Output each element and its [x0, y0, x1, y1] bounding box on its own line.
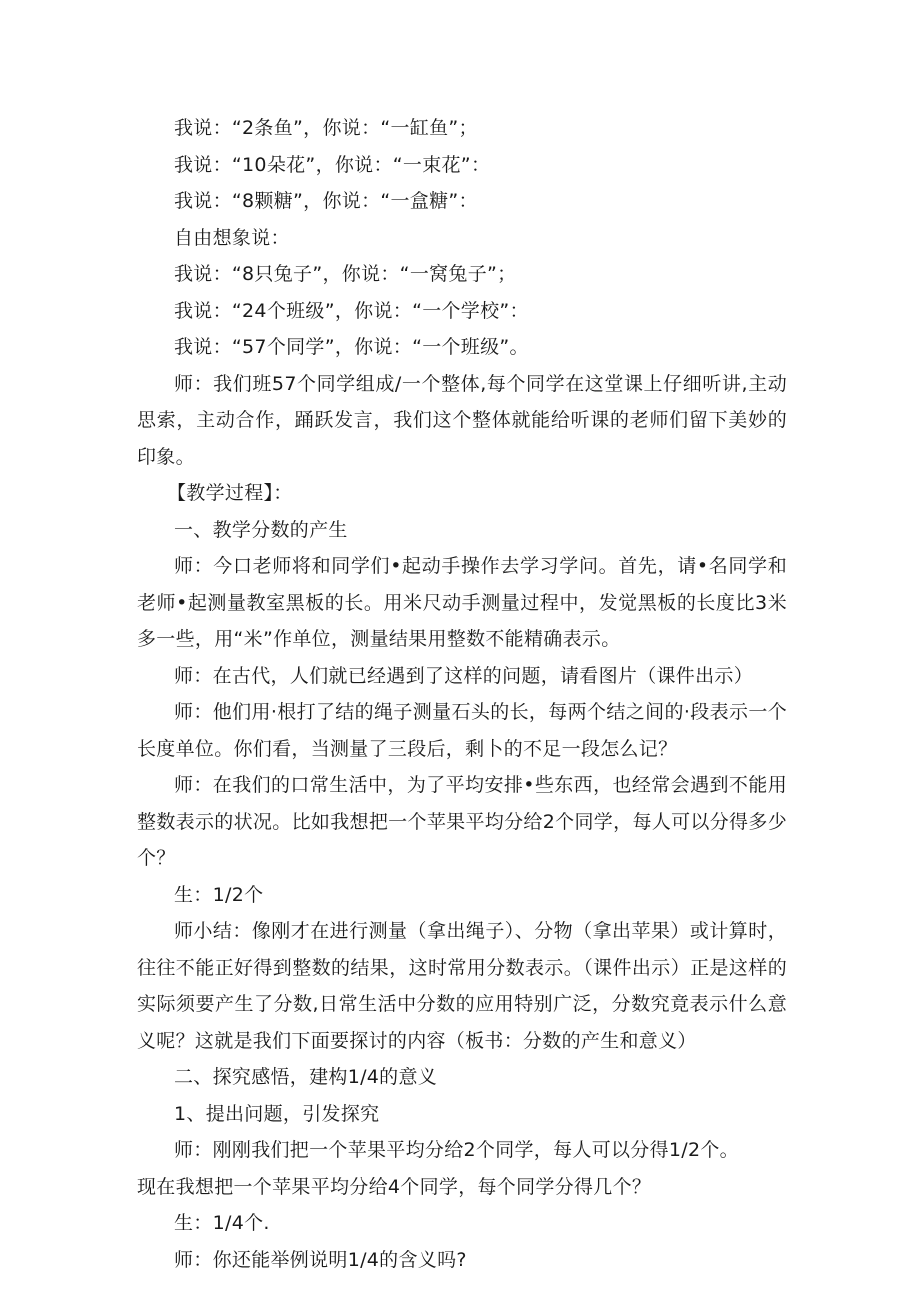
paragraph-7: 我说：“57个同学”，你说：“一个班级”。 — [174, 336, 529, 358]
paragraph-12: 师：在古代，人们就已经遇到了这样的问题，请看图片（课件出示） — [174, 664, 754, 687]
paragraph-13: 师：他们用·根打了结的绳子测量石头的长，每两个结之间的·段表示一个长度单位。你们看，当测量了三段后，剩卜的不足一段怎么记？ — [137, 701, 787, 760]
subsection-heading-1: 1、提出问题，引发探究 — [174, 1102, 380, 1125]
paragraph-19: 师：刚刚我们把一个苹果平均分给2个同学，每人可以分得1/2个。 — [174, 1139, 739, 1161]
paragraph-3: 我说：“8颗糖”，你说：“一盒糖”： — [174, 190, 478, 212]
paragraph-2: 我说：“10朵花”，你说：“一束花”： — [174, 153, 491, 176]
paragraph-22: 师：你还能举例说明1/4的含义吗? — [174, 1248, 467, 1271]
section-heading-1: 一、教学分数的产生 — [174, 518, 348, 541]
paragraph-4: 自由想象说： — [174, 226, 290, 249]
paragraph-21: 生：1/4个. — [174, 1212, 270, 1234]
paragraph-16: 师小结：像刚才在进行测量（拿出绳子）、分物（拿出苹果）或计算时，往往不能正好得到整数的结果，这时常用分数表示。（课件出示）正是这样的实际须要产生了分数,日常生活中分数的应用特别广泛，分数究竟表示什么意义呢？这就是我们下面要探讨的内容（板书：分数的产生和意义） — [137, 920, 787, 1052]
paragraph-1: 我说：“2条鱼”，你说：“一缸鱼”； — [174, 117, 478, 139]
paragraph-20: 现在我想把一个苹果平均分给4个同学，每个同学分得几个？ — [137, 1175, 652, 1198]
paragraph-6: 我说：“24个班级”，你说：“一个学校”： — [174, 299, 529, 322]
section-heading-process: 【教学过程】： — [167, 482, 293, 504]
paragraph-14: 师：在我们的口常生活中，为了平均安排•些东西，也经常会遇到不能用整数表示的状况。比如我想把一个苹果平均分给2个同学，每人可以分得多少个？ — [137, 774, 787, 869]
paragraph-8: 师：我们班57个同学组成/一个整体,每个同学在这堂课上仔细听讲,主动思索，主动合作，踊跃发言，我们这个整体就能给听课的老师们留下美妙的印象。 — [137, 372, 787, 468]
paragraph-11: 师：今口老师将和同学们•起动手操作去学习学问。首先，请•名同学和老师•起测量教室黑板的长。用米尺动手测量过程中，发觉黑板的长度比3米多一些，用“米”作单位，测量结果用整数不能精确表示。 — [137, 555, 787, 650]
paragraph-5: 我说：“8只兔子”，你说：“一窝兔子”； — [174, 263, 517, 285]
document-body — [137, 110, 787, 1278]
paragraph-15: 生：1/2个 — [174, 883, 264, 906]
section-heading-2: 二、探究感悟，建构1/4的意义 — [174, 1066, 438, 1088]
